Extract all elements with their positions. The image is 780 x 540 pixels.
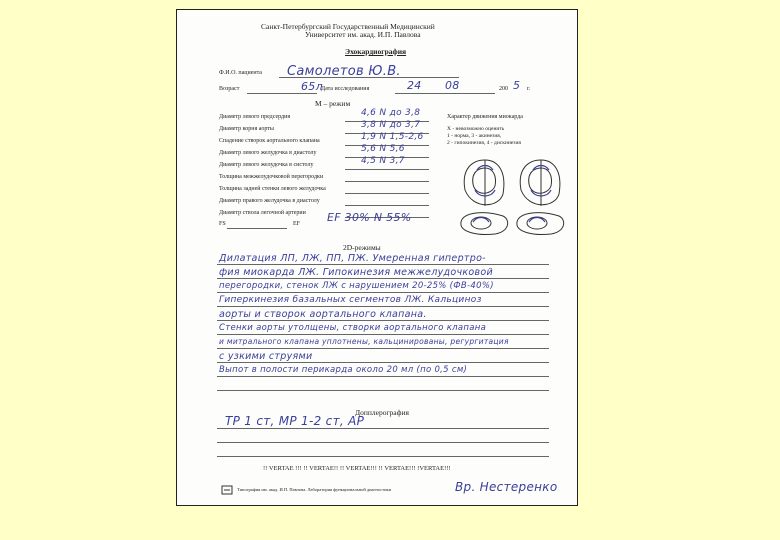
motion-legend-line1: Х - невозможно оценить — [447, 126, 505, 132]
doctor-signature: Вр. Нестеренко — [455, 480, 558, 494]
age-value: 65л — [301, 80, 323, 93]
mmode-value: 1,9 N 1,5-2,6 — [361, 132, 424, 142]
date-year-prefix: 200 — [499, 86, 508, 92]
mmode-label: Спадение створок аортального клапана — [219, 138, 320, 144]
mmode-label: Толщина межжелудочковой перегородки — [219, 174, 324, 180]
doppler-text: ТР 1 ст, МР 1-2 ст, АР — [225, 414, 365, 428]
mmode-value: 4,6 N до 3,8 — [361, 108, 421, 118]
twod-line — [217, 334, 549, 335]
echo-report-sheet — [176, 9, 578, 506]
mmode-label: Толщина задней стенки левого желудочка — [219, 186, 326, 192]
patient-name-value: Самолетов Ю.В. — [287, 64, 401, 79]
printer-note: Типография им. акад. И.П. Павлова. Лаборатория функциональной диагностики — [237, 487, 392, 492]
twod-text-line: Выпот в полости перикарда около 20 мл (по 0,5 см) — [219, 365, 468, 375]
twod-line — [217, 264, 549, 265]
doppler-title: Допплерография — [355, 408, 409, 417]
motion-legend-title: Характер движения миокарда — [447, 114, 523, 120]
twod-text-line: и митрального клапана уплотнены, кальцинированы, регургитация — [219, 337, 509, 346]
twod-line — [217, 320, 549, 321]
ef-value: EF 30% N 55% — [327, 211, 412, 224]
twod-text-line: фия миокарда ЛЖ. Гипокинезия межжелудочковой — [219, 267, 494, 278]
date-suffix: г. — [527, 86, 531, 92]
mmode-value: 3,8 N до 3,7 — [361, 120, 421, 130]
university-line1: Санкт-Петербургский Государственный Медицинский — [261, 22, 435, 31]
mmode-label: Диаметр ствола легочной артерии — [219, 210, 306, 216]
mmode-title: М – режим — [315, 99, 351, 108]
date-day: 24 — [407, 79, 422, 92]
mmode-label: Диаметр левого желудочка в систолу — [219, 162, 314, 168]
date-month: 08 — [445, 79, 460, 92]
mmode-line — [345, 205, 429, 206]
printer-logo-icon — [221, 485, 233, 495]
doppler-line — [217, 442, 549, 443]
twod-line — [217, 362, 549, 363]
heart-segment-diagrams — [455, 150, 571, 238]
twod-line — [217, 348, 549, 349]
mmode-label: Диаметр левого желудочка в диастолу — [219, 150, 317, 156]
mmode-label: Диаметр левого предсердия — [219, 114, 291, 120]
mmode-line — [345, 181, 429, 182]
fs-label: FS — [219, 221, 226, 227]
twod-text-line: Дилатация ЛП, ЛЖ, ПП, ПЖ. Умеренная гипертро- — [219, 253, 486, 264]
twod-title: 2D-режимы — [343, 243, 381, 252]
doppler-line — [217, 428, 549, 429]
university-line2: Университет им. акад. И.П. Павлова — [305, 30, 421, 39]
date-year-value: 5 — [513, 79, 521, 92]
twod-line — [217, 278, 549, 279]
fs-line — [227, 228, 287, 229]
report-title: Эхокардиография — [345, 47, 407, 56]
doppler-line — [217, 456, 549, 457]
twod-text-line: аорты и створок аортального клапана. — [219, 309, 427, 320]
verify-line: !! VERTAE !!! !! VERTAE!! !! VERTAE!!! !! VERTAE!!! !VERTAE!!! — [263, 465, 451, 472]
twod-text-line: Гиперкинезия базальных сегментов ЛЖ. Кальциноз — [219, 295, 482, 305]
patient-name-label: Ф.И.О. пациента — [219, 70, 262, 76]
twod-line — [217, 390, 549, 391]
motion-legend-line2: 1 - норма, 3 - акинезия, — [447, 133, 502, 139]
mmode-line — [345, 169, 429, 170]
mmode-value: 5,6 N 5,6 — [361, 144, 405, 154]
ef-label: EF — [293, 221, 301, 227]
twod-text-line: с узкими струями — [219, 351, 313, 362]
twod-line — [217, 376, 549, 377]
twod-line — [217, 306, 549, 307]
age-line — [247, 93, 317, 94]
twod-line — [217, 292, 549, 293]
mmode-value: 4,5 N 3,7 — [361, 156, 405, 166]
mmode-label: Диаметр корня аорты — [219, 126, 274, 132]
twod-text-line: Стенки аорты утолщены, створки аортального клапана — [219, 323, 487, 333]
date-label: Дата исследования — [321, 86, 370, 92]
motion-legend-line3: 2 - гипокинезия, 4 - дискинезия — [447, 140, 521, 146]
twod-text-line: перегородки, стенок ЛЖ с нарушением 20-25% (ФВ-40%) — [219, 281, 494, 291]
age-label: Возраст — [219, 86, 240, 92]
mmode-line — [345, 193, 429, 194]
date-line — [395, 93, 495, 94]
mmode-label: Диаметр правого желудочка в диастолу — [219, 198, 320, 204]
